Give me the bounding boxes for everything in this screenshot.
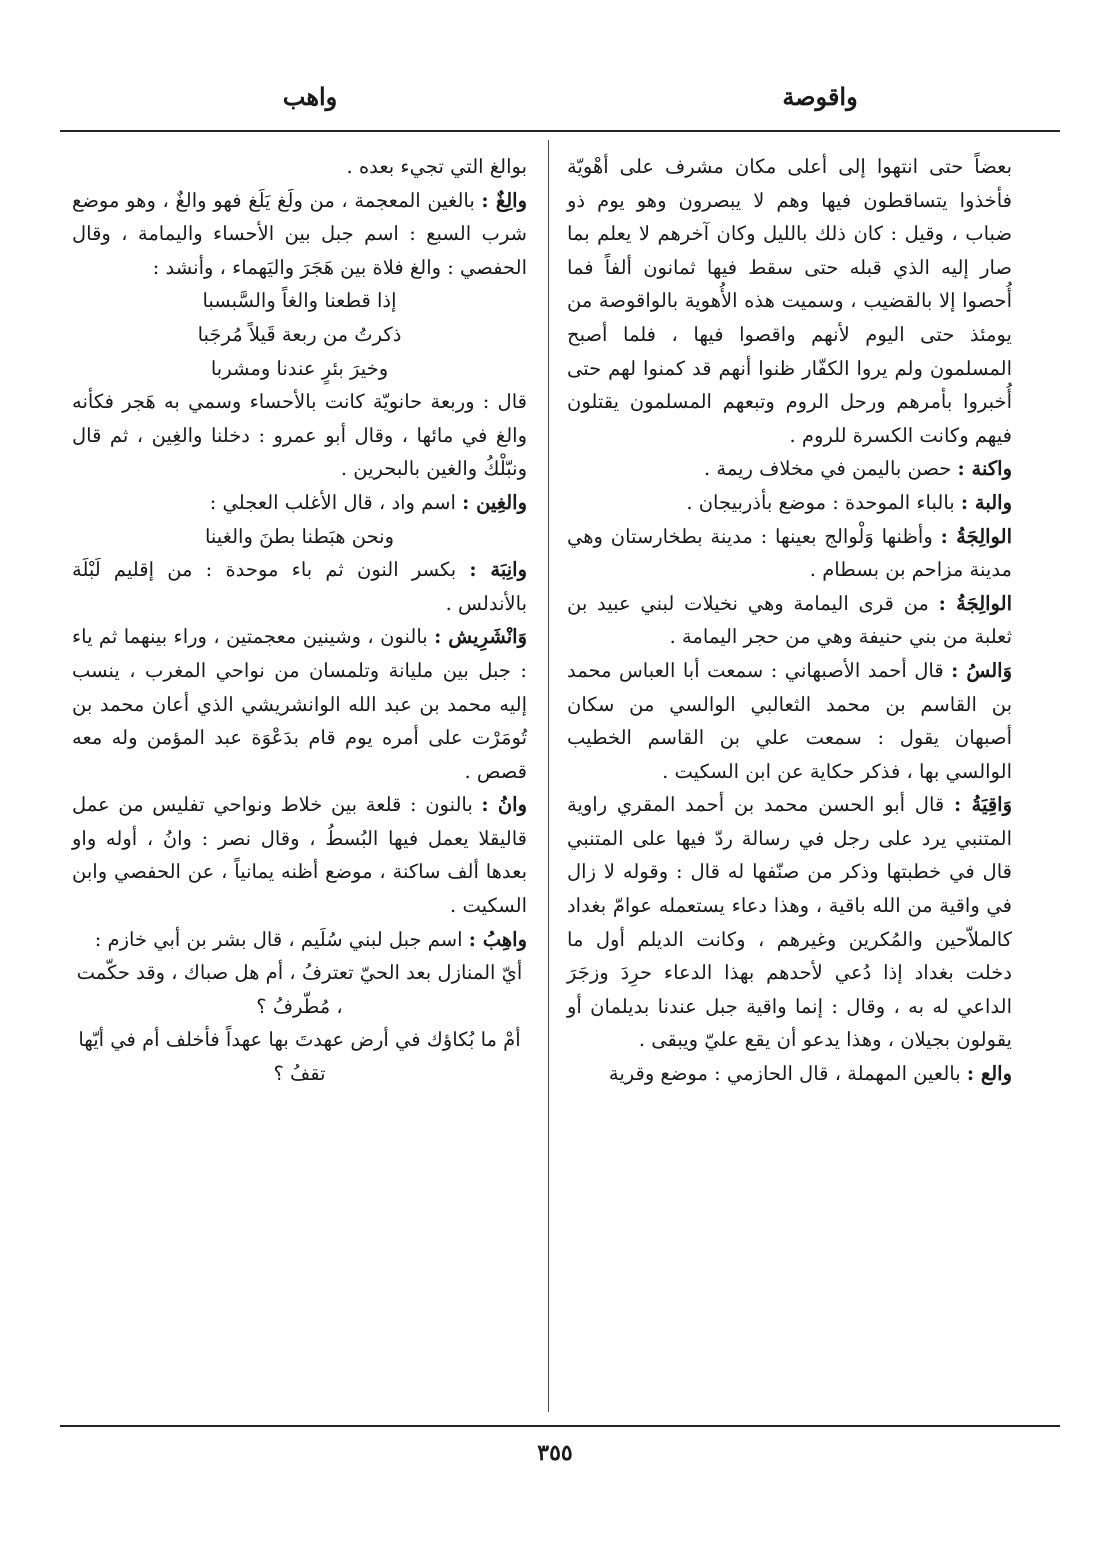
entry-headword: وَاقِيَةُ : xyxy=(953,793,1012,817)
verse-line: وخيرَ بئرٍ عندنا ومشربا xyxy=(210,356,389,380)
entry-headword: والبة : xyxy=(960,490,1012,514)
entry-text: اسم واد ، قال الأغلب العجلي : xyxy=(209,490,463,514)
entry-text: بالباء الموحدة : موضع بأذربيجان . xyxy=(686,490,961,514)
dictionary-entry xyxy=(567,486,1012,520)
entry-text: قال أحمد الأصبهاني : سمعت أبا العباس محمد بن القاسم بن محمد الثعالبي الوالسي من سكان أصبهان يقول : سمعت علي بن القاسم الخطيب الوالسي بها ، فذكر حكاية عن ابن السكيت . xyxy=(567,658,1012,783)
dictionary-entry xyxy=(567,788,1012,1057)
verse-line: ونحن هبَطنا بطنَ والغينا xyxy=(204,524,395,548)
entry-text: بالغين المعجمة ، من ولَغ يَلَغ فهو والغٌ ، وهو موضع شرب السبع : اسم جبل بين الأحساء واليمامة ، وقال الحفصي : والغ فلاة بين هَجَرَ واليَهماء ، وأنشد : xyxy=(72,188,527,279)
entry-text: وأظنها وَلْوالج بعينها : مدينة بطخارستان وهي مدينة مزاحم بن بسطام . xyxy=(567,524,1012,582)
page-number: ٣٥٥ xyxy=(537,1440,573,1466)
verse-line: ذكرتُ من ربعة قَيلاً مُرجَبا xyxy=(197,322,402,346)
right-column xyxy=(567,150,1012,1091)
dictionary-entry xyxy=(72,620,527,788)
running-header-right: واقوصة xyxy=(782,82,858,111)
dictionary-entry xyxy=(567,587,1012,654)
entry-text: حصن باليمن في مخلاف ريمة . xyxy=(704,457,958,481)
entry-text: اسم جبل لبني سُلَيم ، قال بشر بن أبي خازم : xyxy=(94,927,469,951)
dictionary-entry xyxy=(72,553,527,620)
entry-text: بالنون : قلعة بين خلاط ونواحي تفليس من عمل قاليقلا يعمل فيها البُسطُ ، وقال نصر : وانُ ، أوله واو بعدها ألف ساكنة ، موضع أظنه يمانياً ، عن الحفصي وابن السكيت . xyxy=(72,793,527,918)
entry-headword: الوالِجَةُ : xyxy=(938,591,1012,615)
entry-text: بكسر النون ثم باء موحدة : من إقليم لَبْلَة بالأندلس . xyxy=(72,558,527,615)
running-header-left: واهب xyxy=(282,82,338,111)
column-divider xyxy=(548,140,549,1412)
entry-text: من قرى اليمامة وهي نخيلات لبني عبيد بن ثعلبة من بني حنيفة وهي من حجر اليمامة . xyxy=(567,591,1012,649)
footer-rule xyxy=(60,1425,1060,1427)
paragraph: قال : وربعة حانويّة كانت بالأحساء وسمي به هَجر فكأنه والغ في مائها ، وقال أبو عمرو : دخلنا والغِين ، ثم قال ونبّلْكُ والغين بالبحرين . xyxy=(72,390,527,481)
entry-headword: وَانْشَرِيش : xyxy=(434,625,527,649)
entry-text: بالعين المهملة ، قال الحازمي : موضع وقرية xyxy=(608,1062,967,1086)
dictionary-entry xyxy=(567,654,1012,788)
verse-line: أيّ المنازل بعد الحيّ تعترفُ ، أم هل صباك ، وقد حكّمت ، مُطّرفُ ؟ xyxy=(76,961,523,1018)
dictionary-entry xyxy=(567,452,1012,486)
dictionary-entry xyxy=(72,923,527,957)
paragraph: بعضاً حتى انتهوا إلى أعلى مكان مشرف على أهْويّة فأخذوا يتساقطون فيها وهم لا يبصرون وهو يوم ذو ضباب ، وقيل : كان ذلك بالليل وكان آخرهم لا يعلم بما صار إليه الذي قبله حتى سقط فيها ثمانون ألفاً فما أُحصوا إلا بالقضيب ، وسميت هذه الأُهوية بالواقوصة من يومئذ حتى اليوم لأنهم واقصوا فيها ، فلما أصبح المسلمون ولم يروا الكفّار ظنوا أنهم قد كمنوا لهم حتى أُخبروا بأمرهم ورحل الروم وتبعهم المسلمون يقتلون فيهم وكانت الكسرة للروم . xyxy=(567,155,1012,447)
entry-headword: الوالِجَةُ : xyxy=(940,524,1012,548)
header-rule xyxy=(60,130,1060,132)
entry-headword: والِغٌ : xyxy=(481,188,527,212)
paragraph: بوالغ التي تجيء بعده . xyxy=(346,155,527,178)
verse-line: أمْ ما بُكاؤك في أرض عهدتَ بها عهداً فأخلف أم في أيّها تقفُ ؟ xyxy=(78,1028,521,1086)
dictionary-entry xyxy=(567,1057,1012,1091)
entry-headword: وَالسُ : xyxy=(951,658,1012,682)
verse-line: إذا قطعنا والغاً والسَّبسبا xyxy=(202,289,397,313)
entry-text: قال أبو الحسن محمد بن أحمد المقري راوية المتنبي يرد على رجل في رسالة ردّ فيها على المتنبي قال في خطبتها وذكر من صنّفها له قال : وقوله لا زال في واقية من الله باقية ، وهذا دعاء يستعمله عوامّ بغداد كالملاّحين والمُكرين وغيرهم ، وكانت الديلم أول ما دخلت بغداد إذا دُعي لأحدهم بهذا الدعاء حرِدَ وزجَرَ الداعي له به ، وقال : إنما واقية جبل عندنا بديلمان أو يقولون بجيلان ، وهذا يدعو أن يقع عليّ ويبقى . xyxy=(567,793,1012,1052)
entry-headword: وانِبَة : xyxy=(469,558,527,582)
dictionary-entry xyxy=(72,788,527,922)
dictionary-entry xyxy=(72,486,527,520)
entry-text: بالنون ، وشينين معجمتين ، وراء بينهما ثم ياء : جبل بين مليانة وتلمسان من نواحي المغرب ، ينسب إليه محمد بن عبد الله الوانشريشي الذي أعان محمد بن تُومَرْت على أمره يوم قام بدَعْوَة عبد المؤمن وله معه قصص . xyxy=(72,625,527,783)
entry-headword: واهِبُ : xyxy=(468,927,527,951)
entry-headword: واكنة : xyxy=(957,457,1012,481)
entry-headword: والع : xyxy=(966,1062,1012,1086)
dictionary-entry xyxy=(567,520,1012,587)
dictionary-entry xyxy=(72,184,527,285)
entry-headword: والغِين : xyxy=(462,490,527,514)
left-column xyxy=(72,150,527,1091)
entry-headword: وانُ : xyxy=(481,793,527,817)
